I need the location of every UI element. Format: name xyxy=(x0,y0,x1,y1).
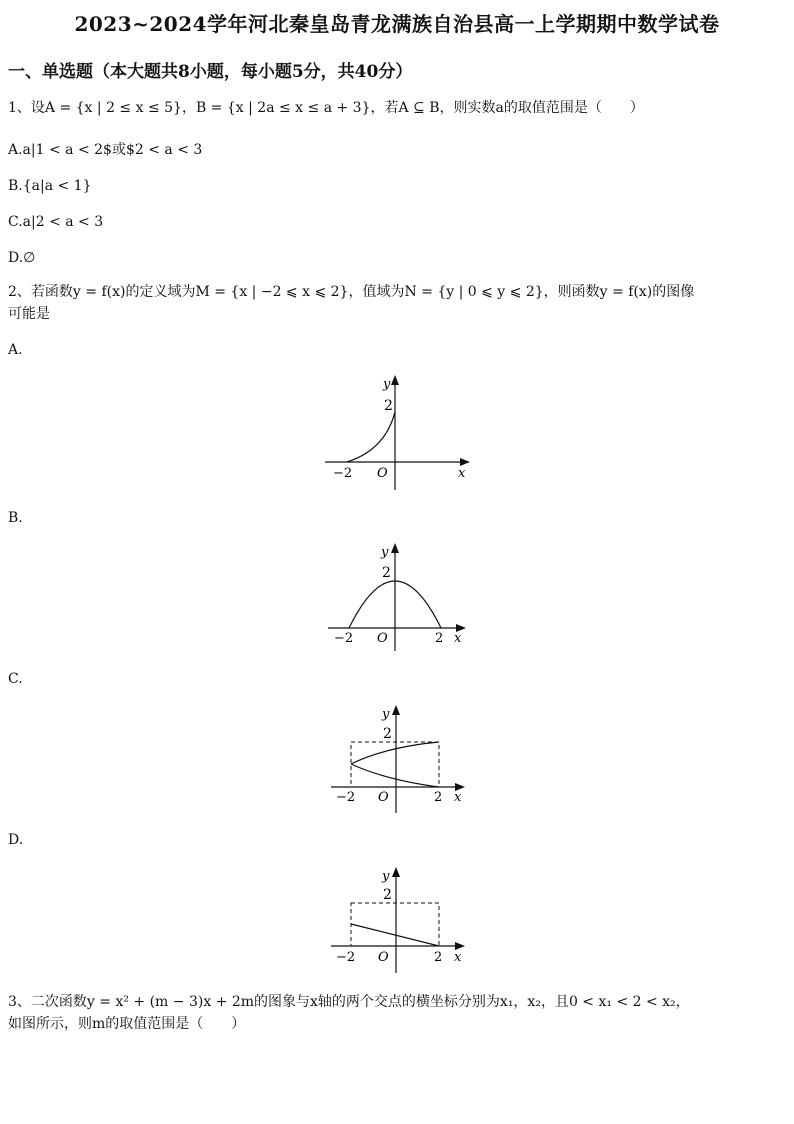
graph-d-2-label: 2 xyxy=(383,887,392,903)
graph-b-2-label: 2 xyxy=(382,565,391,581)
graph-b-x-label: x xyxy=(454,631,462,646)
graph-a-x-label: x xyxy=(458,466,466,481)
graph-b-neg2-label: −2 xyxy=(334,631,354,646)
graph-a-2-label: 2 xyxy=(384,398,393,414)
graph-c-x-label: x xyxy=(454,790,462,805)
graph-c-pos2-label: 2 xyxy=(434,790,443,805)
graph-d-pos2-label: 2 xyxy=(434,950,443,965)
graph-b-y-label: y xyxy=(381,545,389,560)
question-2-graph-c xyxy=(326,700,476,815)
graph-c-origin-label: O xyxy=(378,790,389,805)
question-1-text: 1、设A = {x | 2 ≤ x ≤ 5}，B = {x | 2a ≤ x ≤ a + 3}，若A ⊆ B，则实数a的取值范围是（ ） xyxy=(8,100,644,116)
graph-a-y-label: y xyxy=(383,377,391,392)
question-2-text-line1: 2、若函数y = f(x)的定义域为M = {x | −2 ⩽ x ⩽ 2}，值域为N = {y | 0 ⩽ y ⩽ 2}，则函数y = f(x)的图像 xyxy=(8,284,695,300)
section-heading: 一、单选题（本大题共8小题，每小题5分，共40分） xyxy=(8,62,413,82)
graph-c-2-label: 2 xyxy=(383,726,392,742)
graph-a-neg2-label: −2 xyxy=(333,466,353,481)
question-2-graph-a xyxy=(315,370,480,495)
question-2-option-c-label: C. xyxy=(8,671,23,687)
graph-c-neg2-label: −2 xyxy=(336,790,356,805)
question-2-graph-b xyxy=(320,538,480,653)
question-3-text-line2: 如图所示，则m的取值范围是（ ） xyxy=(8,1016,246,1032)
question-2-option-d-label: D. xyxy=(8,832,24,848)
question-1-option-c: C.a|2 < a < 3 xyxy=(8,214,104,230)
graph-c-y-label: y xyxy=(382,707,390,722)
question-1-option-b: B.{a|a < 1} xyxy=(8,178,92,194)
question-2-graph-d xyxy=(326,862,476,977)
question-2-text-line2: 可能是 xyxy=(8,306,50,322)
page-title: 2023~2024学年河北秦皇岛青龙满族自治县高一上学期期中数学试卷 xyxy=(74,12,720,36)
graph-d-origin-label: O xyxy=(378,950,389,965)
graph-a-origin-label: O xyxy=(377,466,388,481)
question-2-option-a-label: A. xyxy=(8,342,23,358)
graph-b-origin-label: O xyxy=(377,631,388,646)
graph-d-neg2-label: −2 xyxy=(336,950,356,965)
question-1-option-d: D.∅ xyxy=(8,250,36,266)
graph-d-x-label: x xyxy=(454,950,462,965)
graph-b-pos2-label: 2 xyxy=(435,631,444,646)
question-2-option-b-label: B. xyxy=(8,510,23,526)
graph-d-y-label: y xyxy=(382,869,390,884)
question-1-option-a: A.a|1 < a < 2$或$2 < a < 3 xyxy=(8,142,203,158)
question-3-text-line1: 3、二次函数y = x² + (m − 3)x + 2m的图象与x轴的两个交点的横坐标分别为x₁，x₂，且0 < x₁ < 2 < x₂， xyxy=(8,994,690,1010)
